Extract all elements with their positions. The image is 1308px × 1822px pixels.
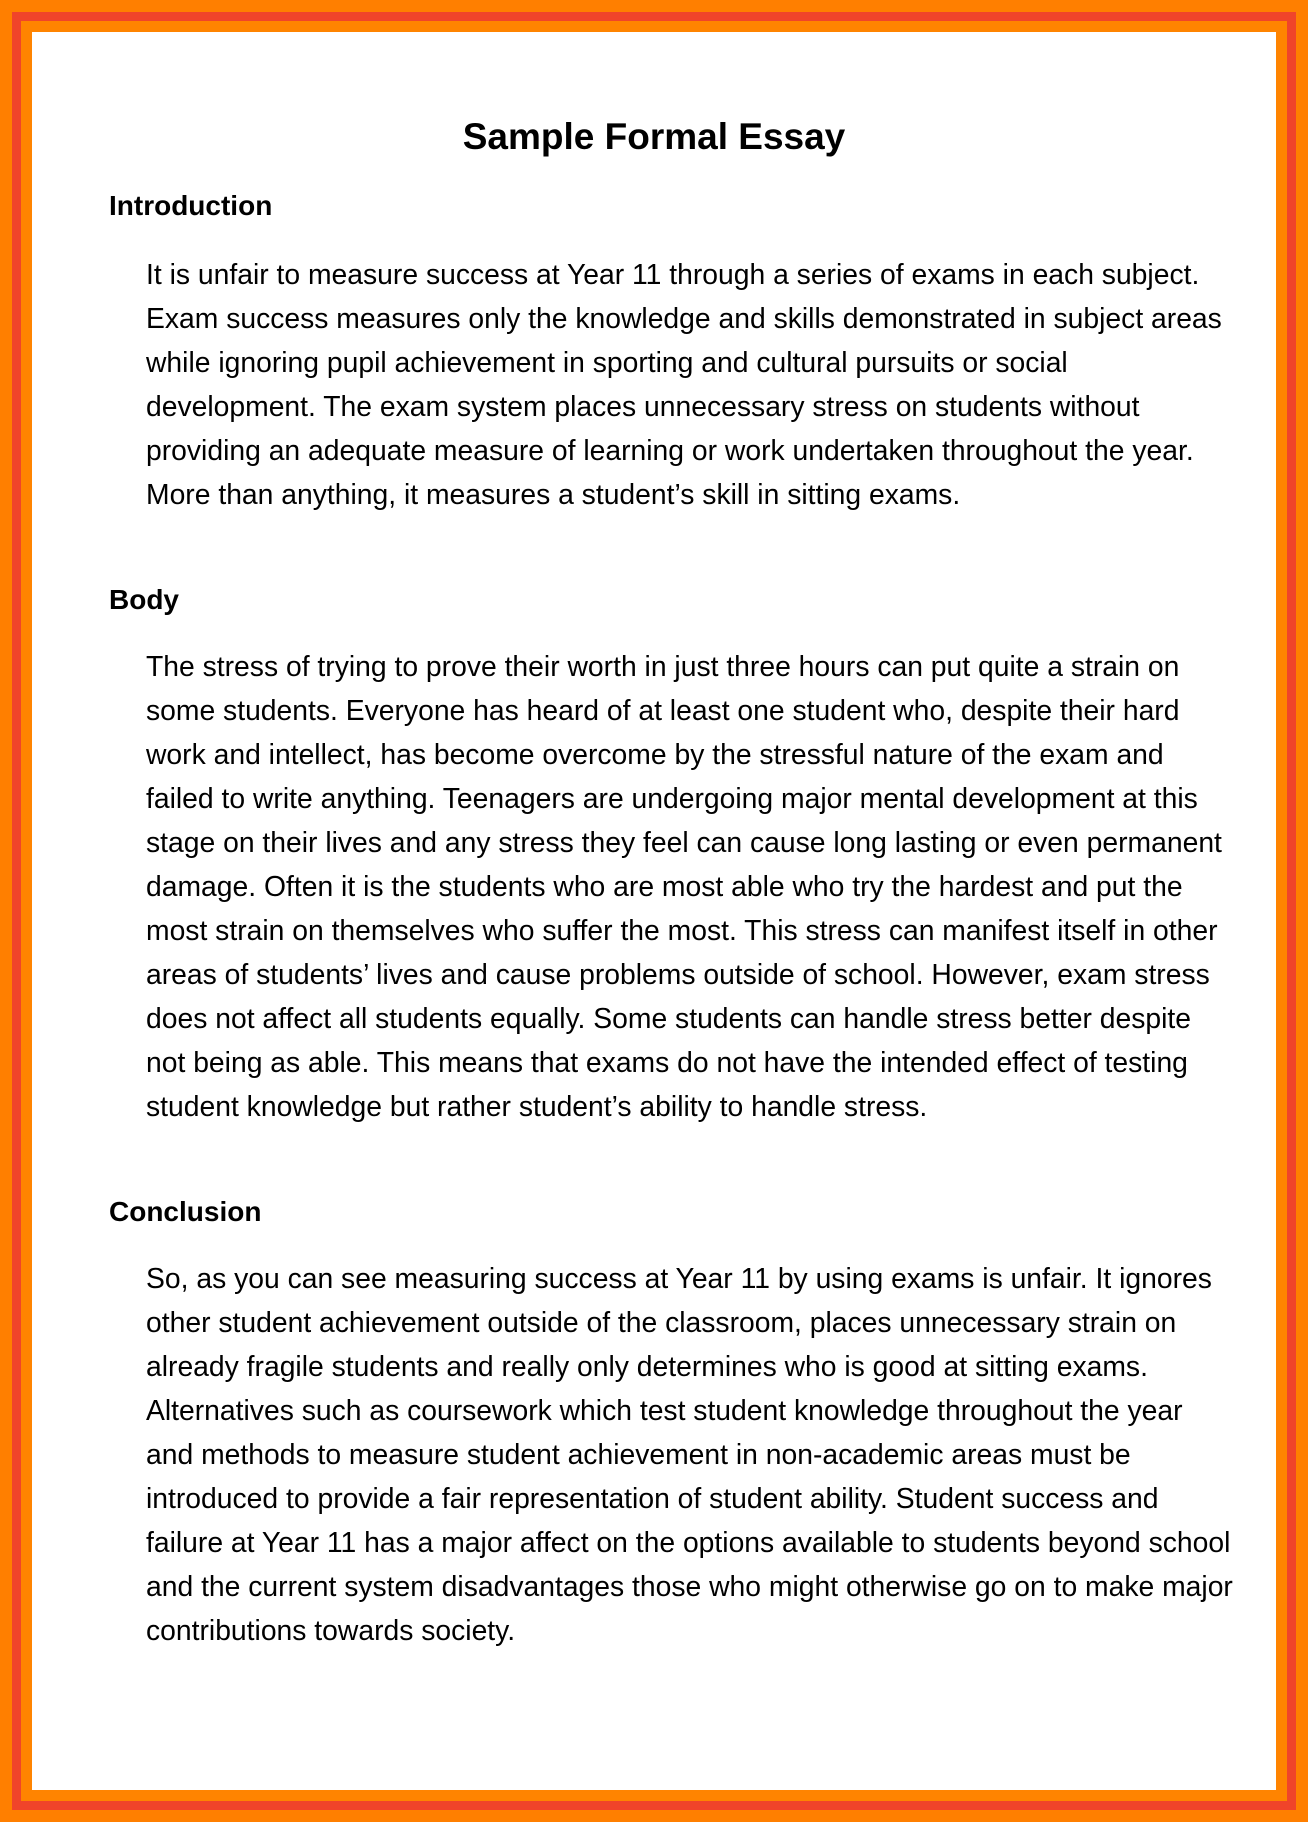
essay-page [32,32,1276,1790]
section-text-body: The stress of trying to prove their worth in just three hours can put quite a strain on some students. Everyone has heard of at least one student who, despite their hard work and intellect, has become overcome by the stressful nature of the exam and failed to write anything. Teenagers are undergoing major mental development at this stage on their lives and any stress they feel can cause long lasting or even permanent damage. Often it is the students who are most able who try the hardest and put the most strain on themselves who suffer the most. This stress can manifest itself in other areas of students’ lives and cause problems outside of school. However, exam stress does not affect all students equally. Some students can handle stress better despite not being as able. This means that exams do not have the intended effect of testing student knowledge but rather student’s ability to handle stress. [146,650,1222,1122]
section-text-conclusion: So, as you can see measuring success at Year 11 by using exams is unfair. It ignores other student achievement outside of the classroom, places unnecessary strain on already fragile students and really only determines who is good at sitting exams. Alternatives such as coursework which test student knowledge throughout the year and methods to measure student achievement in non-academic areas must be introduced to provide a fair representation of student ability. Student success and failure at Year 11 has a major affect on the options available to students beyond school and the current system disadvantages those who might otherwise go on to make major contributions towards society. [146,1262,1233,1646]
section-text-introduction: It is unfair to measure success at Year 11 through a series of exams in each subject. Exam success measures only the knowledge and skills demonstrated in subject areas while ignoring pupil achievement in sporting and cultural pursuits or social development. The exam system places unnecessary stress on students without providing an adequate measure of learning or work undertaken throughout the year. More than anything, it measures a student’s skill in sitting exams. [146,258,1222,510]
section-heading-introduction: Introduction [109,190,273,221]
section-heading-conclusion: Conclusion [109,1196,262,1227]
essay-title: Sample Formal Essay [462,116,846,157]
section-heading-body: Body [109,584,179,615]
